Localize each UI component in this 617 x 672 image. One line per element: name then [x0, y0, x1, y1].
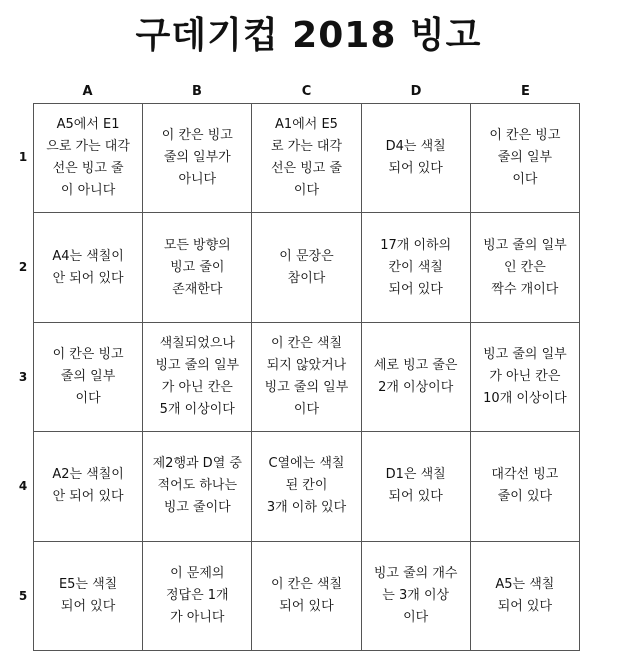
cell-e5[interactable]: A5는 색칠 되어 있다	[471, 542, 580, 651]
cell-b3[interactable]: 색칠되었으나 빙고 줄의 일부 가 아닌 칸은 5개 이상이다	[143, 323, 252, 432]
row-header-4: 4	[18, 479, 28, 493]
column-header-a: A	[82, 84, 93, 99]
cell-a2[interactable]: A4는 색칠이 안 되어 있다	[34, 213, 143, 322]
cell-c2[interactable]: 이 문장은 참이다	[252, 213, 361, 322]
cell-e3[interactable]: 빙고 줄의 일부 가 아닌 칸은 10개 이상이다	[471, 323, 580, 432]
cell-d4[interactable]: D1은 색칠 되어 있다	[362, 432, 471, 541]
row-header-2: 2	[18, 260, 28, 274]
page-title: 구데기컵 2018 빙고	[135, 15, 482, 56]
cell-a3[interactable]: 이 칸은 빙고 줄의 일부 이다	[34, 323, 143, 432]
cell-c4[interactable]: C열에는 색칠 된 칸이 3개 이하 있다	[252, 432, 361, 541]
cell-a4[interactable]: A2는 색칠이 안 되어 있다	[34, 432, 143, 541]
cell-a5[interactable]: E5는 색칠 되어 있다	[34, 542, 143, 651]
cell-e4[interactable]: 대각선 빙고 줄이 있다	[471, 432, 580, 541]
cell-e1[interactable]: 이 칸은 빙고 줄의 일부 이다	[471, 104, 580, 213]
row-header-3: 3	[18, 370, 28, 384]
row-header-1: 1	[18, 150, 28, 164]
column-header-b: B	[192, 84, 202, 99]
cell-b2[interactable]: 모든 방향의 빙고 줄이 존재한다	[143, 213, 252, 322]
column-header-c: C	[301, 84, 312, 99]
cell-d3[interactable]: 세로 빙고 줄은 2개 이상이다	[362, 323, 471, 432]
column-header-e: E	[521, 84, 530, 99]
cell-d1[interactable]: D4는 색칠 되어 있다	[362, 104, 471, 213]
row-header-5: 5	[18, 589, 28, 603]
cell-c1[interactable]: A1에서 E5 로 가는 대각 선은 빙고 줄 이다	[252, 104, 361, 213]
cell-a1[interactable]: A5에서 E1 으로 가는 대각 선은 빙고 줄 이 아니다	[34, 104, 143, 213]
cell-b1[interactable]: 이 칸은 빙고 줄의 일부가 아니다	[143, 104, 252, 213]
cell-e2[interactable]: 빙고 줄의 일부 인 칸은 짝수 개이다	[471, 213, 580, 322]
cell-b5[interactable]: 이 문제의 정답은 1개 가 아니다	[143, 542, 252, 651]
cell-d2[interactable]: 17개 이하의 칸이 색칠 되어 있다	[362, 213, 471, 322]
cell-b4[interactable]: 제2행과 D열 중 적어도 하나는 빙고 줄이다	[143, 432, 252, 541]
cell-d5[interactable]: 빙고 줄의 개수 는 3개 이상 이다	[362, 542, 471, 651]
bingo-grid	[33, 103, 580, 651]
cell-c5[interactable]: 이 칸은 색칠 되어 있다	[252, 542, 361, 651]
column-header-d: D	[410, 84, 422, 99]
cell-c3[interactable]: 이 칸은 색칠 되지 않았거나 빙고 줄의 일부 이다	[252, 323, 361, 432]
